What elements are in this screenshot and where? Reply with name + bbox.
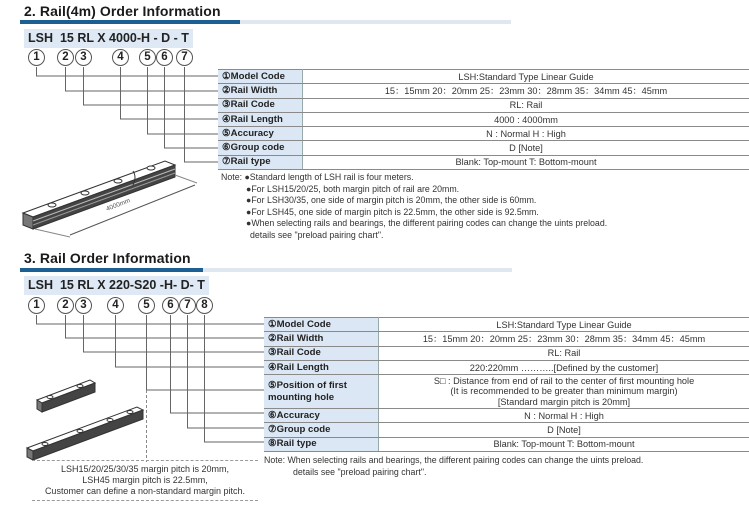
section2-circle-5: 5	[139, 49, 156, 66]
note-line: details see "preload pairing chart".	[250, 229, 384, 240]
row-value: D [Note]	[303, 141, 749, 155]
table-row	[264, 409, 749, 423]
row-value: N : Normal H : High	[303, 127, 749, 141]
table-row	[264, 332, 749, 346]
table-row	[264, 318, 749, 332]
note-line: details see "preload pairing chart".	[293, 466, 427, 477]
row-value: 4000 : 4000mm	[303, 112, 749, 126]
note-line: ●When selecting rails and bearings, the different pairing codes can change the uints preload.	[246, 218, 608, 228]
row-value: N : Normal H : High	[379, 409, 749, 423]
row-value: D [Note]	[379, 423, 749, 437]
row-value: S□ : Distance from end of rail to the center of first mounting hole (It is recommended to be greater than minimum margin) [Standard margin pitch is 20mm]	[379, 375, 749, 409]
note-line: ●For LSH15/20/25, both margin pitch of rail are 20mm.	[246, 183, 460, 194]
row-label: ①Model Code	[218, 70, 303, 84]
margin-note-line: LSH15/20/25/30/35 margin pitch is 20mm,	[60, 464, 230, 474]
row-value: RL: Rail	[303, 98, 749, 112]
section2-circle-6: 6	[156, 49, 173, 66]
row-label: ⑧Rail type	[264, 437, 379, 451]
section3-circle-5: 5	[138, 297, 155, 314]
section3-circle-4: 4	[107, 297, 124, 314]
section2-circle-4: 4	[112, 49, 129, 66]
section3-circle-8: 8	[196, 297, 213, 314]
row-value: Blank: Top-mount T: Bottom-mount	[379, 437, 749, 451]
note-line: ●Standard length of LSH rail is four meters.	[244, 172, 414, 182]
row-label: ④Rail Length	[264, 360, 379, 374]
row-label: ③Rail Code	[264, 346, 379, 360]
table-row	[264, 375, 749, 409]
row-value: 220:220mm ………..[Defined by the customer]	[379, 360, 749, 374]
row-value: LSH:Standard Type Linear Guide	[303, 70, 749, 84]
row-label: ③Rail Code	[218, 98, 303, 112]
section3-circle-6: 6	[162, 297, 179, 314]
section2-circle-2: 2	[57, 49, 74, 66]
section3-circle-3: 3	[75, 297, 92, 314]
row-label: ①Model Code	[264, 318, 379, 332]
section2-circle-7: 7	[176, 49, 193, 66]
margin-note-line: Customer can define a non-standard margin pitch.	[44, 486, 246, 496]
section2-circle-3: 3	[75, 49, 92, 66]
row-value: Blank: Top-mount T: Bottom-mount	[303, 155, 749, 169]
margin-note-line: LSH45 margin pitch is 22.5mm,	[82, 475, 208, 485]
section3-circle-7: 7	[179, 297, 196, 314]
section3-notes	[264, 455, 643, 478]
note-line: ●For LSH45, one side of margin pitch is 22.5mm, the other side is 92.5mm.	[246, 206, 539, 217]
table-row	[264, 346, 749, 360]
row-label: ⑦Group code	[264, 423, 379, 437]
row-value: 15：15mm 20：20mm 25：23mm 30：28mm 35：34mm 45：45mm	[303, 84, 749, 98]
row-value: 15：15mm 20：20mm 25：23mm 30：28mm 35：34mm 45：45mm	[379, 332, 749, 346]
row-label: ④Rail Length	[218, 112, 303, 126]
row-label: ⑤Position of first mounting hole	[264, 375, 379, 409]
table-row	[264, 437, 749, 451]
row-label: ⑦Rail type	[218, 155, 303, 169]
section2-circle-1: 1	[28, 49, 45, 66]
row-value: RL: Rail	[379, 346, 749, 360]
section3-circle-2: 2	[57, 297, 74, 314]
row-value: LSH:Standard Type Linear Guide	[379, 318, 749, 332]
row-label: ②Rail Width	[218, 84, 303, 98]
section3-circle-1: 1	[28, 297, 45, 314]
row-label: ②Rail Width	[264, 332, 379, 346]
row-label: ⑤Accuracy	[218, 127, 303, 141]
rail-length-dimension: 4000mm	[105, 197, 132, 213]
row-label: ⑥Accuracy	[264, 409, 379, 423]
rail-custom-image	[25, 370, 150, 460]
margin-pitch-note	[32, 460, 258, 501]
table-row	[264, 423, 749, 437]
note-line: Note: When selecting rails and bearings, the different pairing codes can change the uints preload.	[264, 455, 644, 465]
section2-title: 2. Rail(4m) Order Information	[24, 3, 221, 19]
row-label: ⑥Group code	[218, 141, 303, 155]
section3-title: 3. Rail Order Information	[24, 250, 191, 266]
note-line: ●For LSH30/35, one side of margin pitch is 20mm, the other side is 60mm.	[246, 195, 537, 205]
table-row	[264, 360, 749, 374]
note-prefix: Note:	[221, 172, 245, 182]
section3-spec-table	[264, 317, 749, 452]
section3-order-code: LSH 15 RL X 220-S20 -H- D- T	[24, 276, 209, 295]
section2-order-code: LSH 15 RL X 4000-H - D - T	[24, 29, 193, 48]
